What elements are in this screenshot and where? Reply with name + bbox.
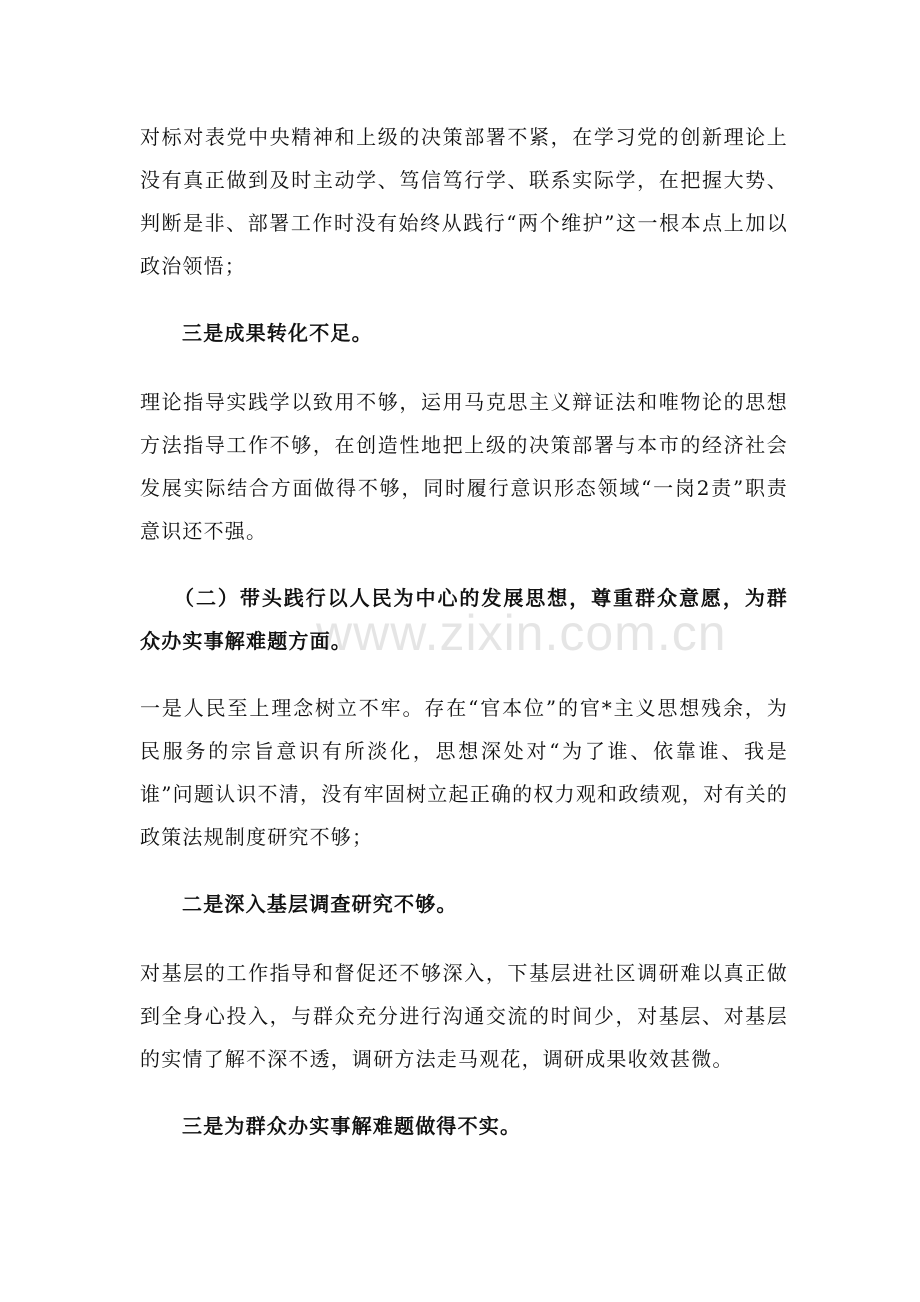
paragraph-political-awareness: 对标对表党中央精神和上级的决策部署不紧，在学习党的创新理论上没有真正做到及时主动学、笃信笃行学、联系实际学，在把握大势、判断是非、部署工作时没有始终从践行“两个维护”这一根本点上加以政治领悟；	[140, 125, 788, 278]
document-body	[140, 116, 788, 1174]
section-heading-people-centered: （二）带头践行以人民为中心的发展思想，尊重群众意愿，为群众办实事解难题方面。	[140, 586, 788, 653]
paragraph-grassroots-guidance: 对基层的工作指导和督促还不够深入，下基层进社区调研难以真正做到全身心投入，与群众充分进行沟通交流的时间少，对基层、对基层的实情了解不深不透，调研方法走马观花，调研成果收效甚微。	[140, 961, 788, 1071]
heading-results-transformation: 三是成果转化不足。	[182, 321, 373, 345]
watermark: www.zixin.com.cn	[316, 605, 727, 661]
heading-grassroots-research: 二是深入基层调查研究不够。	[182, 892, 458, 916]
paragraph-theory-practice: 理论指导实践学以致用不够，运用马克思主义辩证法和唯物论的思想方法指导工作不够，在创造性地把上级的决策部署与本市的经济社会发展实际结合方面做得不够，同时履行意识形态领域“一岗2责”职责意识还不强。	[140, 390, 788, 543]
paragraph-people-first: 一是人民至上理念树立不牢。存在“官本位”的官*主义思想残余，为民服务的宗旨意识有所淡化，思想深处对“为了谁、依靠谁、我是谁”问题认识不清，没有牢固树立起正确的权力观和政绩观，对有关的政策法规制度研究不够；	[140, 696, 788, 849]
heading-practical-work: 三是为群众办实事解难题做得不实。	[182, 1114, 522, 1138]
